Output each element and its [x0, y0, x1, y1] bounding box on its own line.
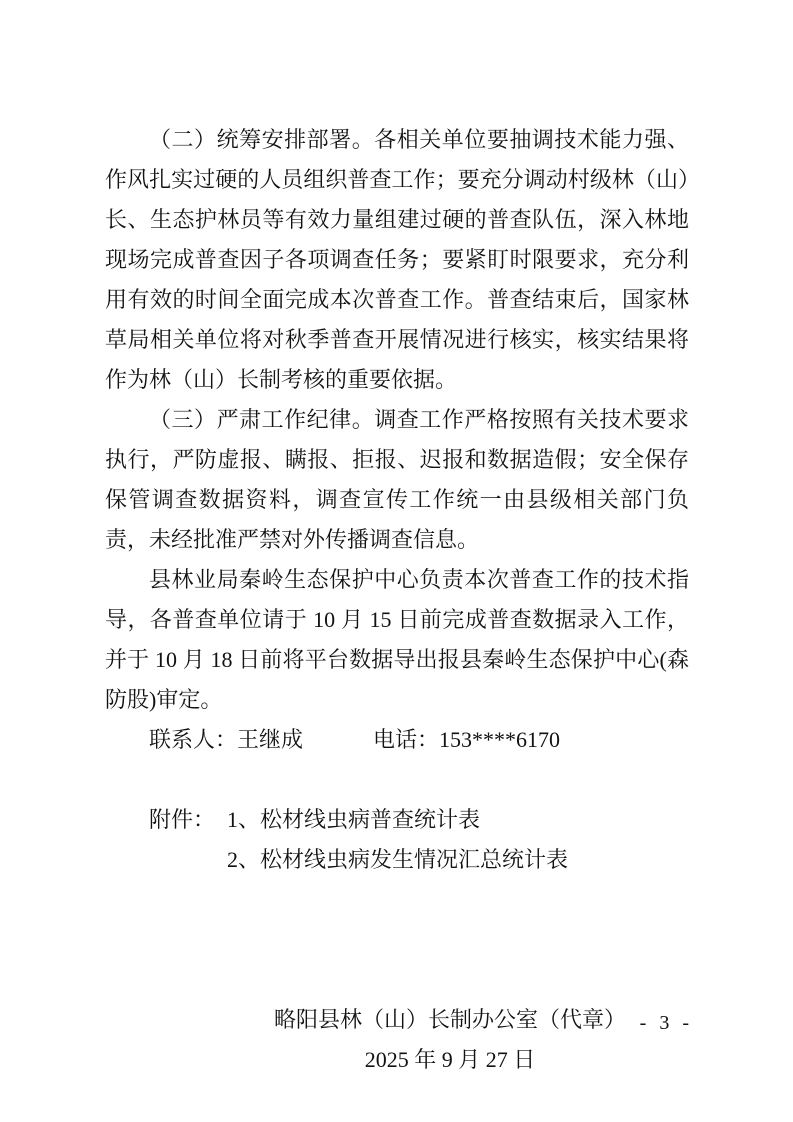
contact-name: 王继成	[237, 727, 304, 752]
attachments-block	[105, 800, 689, 880]
signature-org: 略阳县林（山）长制办公室（代章）	[273, 1007, 626, 1032]
paragraph-technical-guidance: 县林业局秦岭生态保护中心负责本次普查工作的技术指导，各普查单位请于 10 月 15 日前完成普查数据录入工作，并于 10 月 18 日前将平台数据导出报县秦岭生态保护中心(森防股)审定。	[105, 567, 689, 712]
page-number: - 3 -	[639, 1012, 693, 1034]
attachments-list	[227, 800, 568, 880]
phone-label: 电话：	[373, 727, 440, 752]
phone-number: 153****6170	[439, 727, 561, 752]
paragraph-work-discipline: （三）严肃工作纪律。调查工作严格按照有关技术要求执行，严防虚报、瞒报、拒报、迟报和数据造假；安全保存保管调查数据资料，调查宣传工作统一由县级相关部门负责，未经批准严禁对外传播调查信息。	[105, 407, 689, 552]
signature-date: 2025 年 9 月 27 日	[364, 1047, 536, 1072]
attachments-label: 附件：	[149, 807, 216, 832]
contact-label: 联系人：	[149, 727, 238, 752]
attachment-item-1: 1、松材线虫病普查统计表	[227, 807, 481, 832]
paragraph-overall-arrangement: （二）统筹安排部署。各相关单位要抽调技术能力强、作风扎实过硬的人员组织普查工作；要充分调动村级林（山）长、生态护林员等有效力量组建过硬的普查队伍，深入林地现场完成普查因子各项调查任务；要紧盯时限要求，充分利用有效的时间全面完成本次普查工作。普查结束后，国家林草局相关单位将对秋季普查开展情况进行核实，核实结果将作为林（山）长制考核的重要依据。	[105, 127, 689, 392]
attachment-item-2: 2、松材线虫病发生情况汇总统计表	[227, 847, 569, 872]
contact-line	[105, 720, 689, 760]
document-body	[105, 120, 689, 1080]
